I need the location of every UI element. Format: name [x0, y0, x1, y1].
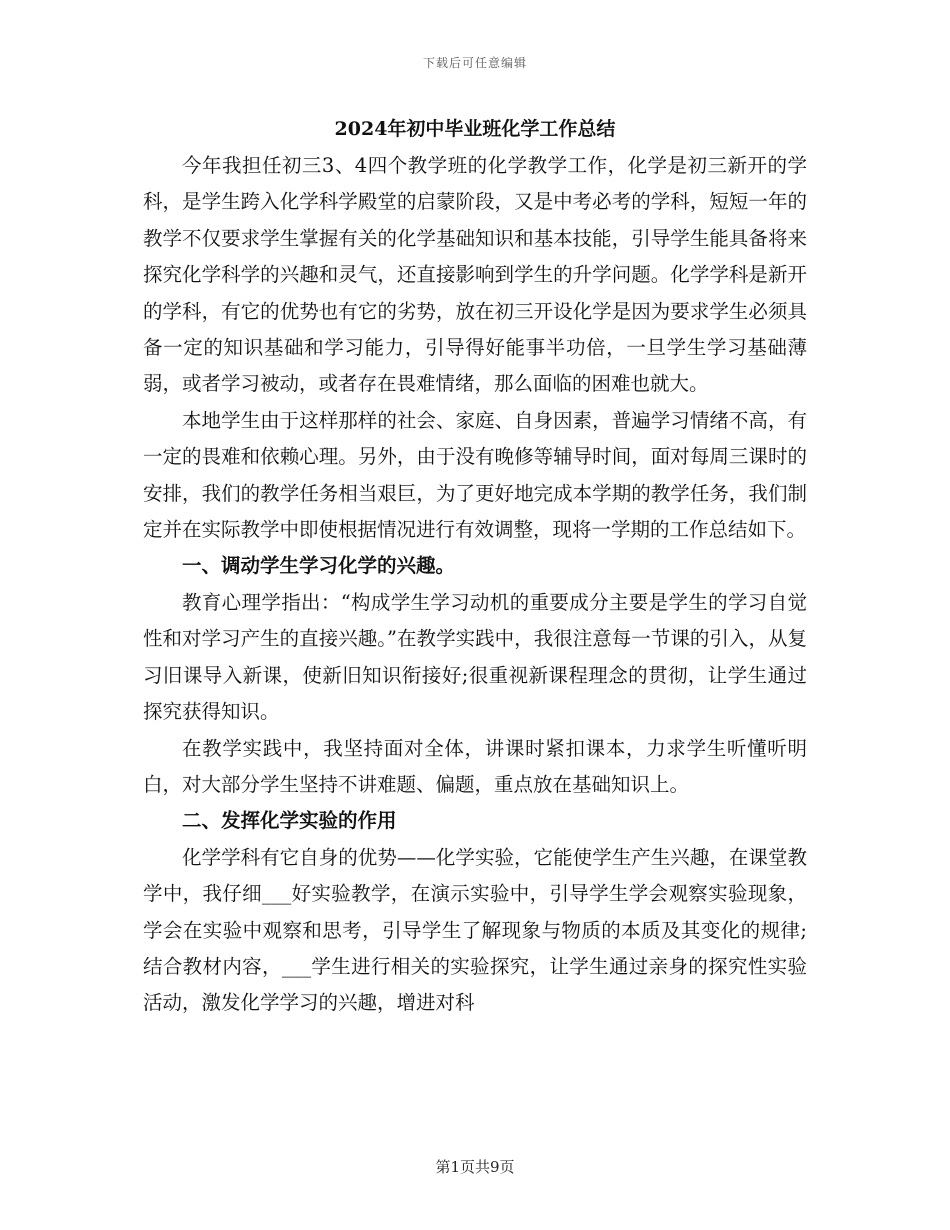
paragraph-intro: 今年我担任初三3、4四个教学班的化学教学工作，化学是初三新开的学科，是学生跨入化学科学殿堂的启蒙阶段，又是中考必考的学科，短短一年的教学不仅要求学生掌握有关的化学基础知识和基本技能，引导学生能具备将来探究化学科学的兴趣和灵气，还直接影响到学生的升学问题。化学学科是新开的学科，有它的优势也有它的劣势，放在初三开设化学是因为要求学生必须具备一定的知识基础和学习能力，引导得好能事半功倍，一旦学生学习基础薄弱，或者学习被动，或者存在畏难情绪，那么面临的困难也就大。 — [143, 154, 807, 396]
page-number: 第1页共9页 — [435, 1158, 515, 1176]
section-heading-2: 二、发挥化学实验的作用 — [182, 809, 397, 833]
paragraph-background: 本地学生由于这样那样的社会、家庭、自身因素，普遍学习情绪不高，有一定的畏难和依赖心理。另外，由于没有晚修等辅导时间，面对每周三课时的安排，我们的教学任务相当艰巨，为了更好地完成本学期的教学任务，我们制定并在实际教学中即使根据情况进行有效调整，现将一学期的工作总结如下。 — [143, 408, 807, 542]
section-heading-1: 一、调动学生学习化学的兴趣。 — [182, 554, 456, 578]
header-note: 下载后可任意编辑 — [422, 56, 527, 70]
paragraph-section1-a: 教育心理学指出：“构成学生学习动机的重要成分主要是学生的学习自觉性和对学习产生的直接兴趣。”在教学实践中，我很注意每一节课的引入，从复习旧课导入新课，使新旧知识衔接好;很重视新课程理念的贯彻，让学生通过探究获得知识。 — [143, 590, 807, 724]
paragraph-section1-b: 在教学实践中，我坚持面对全体，讲课时紧扣课本，力求学生听懂听明白，对大部分学生坚持不讲难题、偏题，重点放在基础知识上。 — [143, 736, 807, 796]
document-body — [143, 148, 807, 1022]
paragraph-section2-a: 化学学科有它自身的优势——化学实验，它能使学生产生兴趣，在课堂教学中，我仔细___好实验教学，在演示实验中，引导学生学会观察实验现象，学会在实验中观察和思考，引导学生了解现象与物质的本质及其变化的规律;结合教材内容，___学生进行相关的实验探究，让学生通过亲身的探究性实验活动，激发化学学习的兴趣，增进对科 — [143, 845, 807, 1015]
document-title: 2024年初中毕业班化学工作总结 — [334, 118, 616, 140]
